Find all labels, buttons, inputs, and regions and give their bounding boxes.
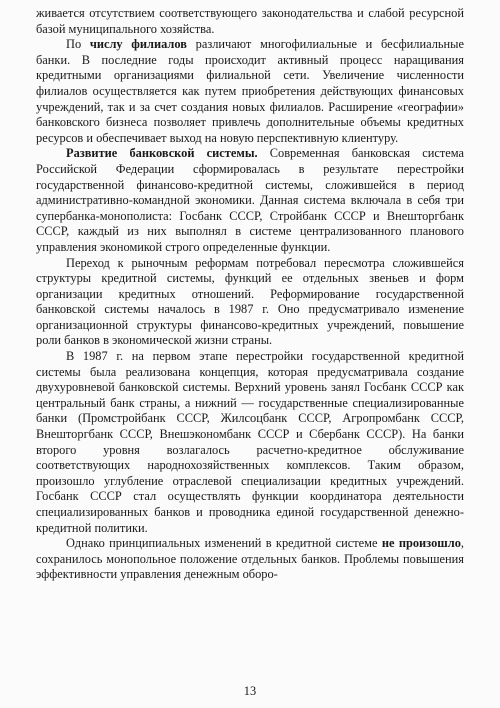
paragraph-2-text-1: По	[66, 37, 90, 52]
paragraph-2	[36, 37, 464, 146]
paragraph-6-text-1: Однако принципиальных изменений в кредитной системе	[66, 536, 382, 551]
paragraph-5	[36, 349, 464, 536]
paragraph-4-text: Переход к рыночным реформам потребовал пересмотра сложившейся структуры кредитной системы, функций ее отдельных звеньев и форм организации кредитных отношений. Реформирование государственной банковской системы началось в 1987 г. Оно предусматривало изменение организационной структуры финансово-кредитных учреждений, повышение роли банков в экономической жизни страны.	[36, 255, 464, 348]
paragraph-4	[36, 256, 464, 350]
paragraph-5-text: В 1987 г. на первом этапе перестройки государственной кредитной системы была реализована концепция, которая предусматривала создание двухуровневой банковской системы. Верхний уровень занял Госбанк СССР как центральный банк страны, а нижний — государственные специализированные банки (Промстройбанк СССР, Жилсоцбанк СССР, Агропромбанк СССР, Внешторгбанк СССР, Внешэкономбанк СССР и Сбербанк СССР). На банки второго уровня возлагалось расчетно-кредитное обслуживание соответствующих народнохозяйственных комплексов. Таким образом, произошло углубление отраслевой специализации кредитных учреждений. Госбанк СССР стал осуществлять функции координатора деятельности специализированных банков и проводника единой государственной денежно-кредитной политики.	[36, 349, 464, 535]
paragraph-1	[36, 6, 464, 37]
term-number-of-branches: числу филиалов	[89, 37, 187, 52]
paragraph-3	[36, 146, 464, 255]
paragraph-3-text: Современная банковская система Российской Федерации сформировалась в результате перестройки государственной финансово-кредитной системы, сложившейся в период административно-командной экономики. Данная система включала в себя три супербанка-монополиста: Госбанк СССР, Стройбанк СССР и Внешторгбанк СССР, каждый из них выполнял в системе централизованного планового управления экономикой строго определенные функции.	[36, 146, 464, 254]
term-did-not-happen: не произошло	[381, 536, 461, 551]
paragraph-1-text: живается отсутствием соответствующего законодательства и слабой ресурсной базой муниципального хозяйства.	[36, 6, 464, 36]
paragraph-6	[36, 536, 464, 583]
page-body-text	[36, 6, 464, 583]
paragraph-6-text-2: , сохранилось монопольное положение отдельных банков. Проблемы повышения эффективности управления денежным оборо-	[36, 536, 465, 582]
heading-banking-system-development: Развитие банковской системы.	[66, 146, 258, 161]
page-number: 13	[243, 684, 257, 698]
paragraph-2-text-2: различают многофилиальные и бесфилиальные банки. В последние годы происходит активный процесс наращивания кредитными организациями филиальной сети. Увеличение численности филиалов осуществляется как путем приобретения действующих финансовых учреждений, так и за счет создания новых филиалов. Расширение «географии» банковского бизнеса позволяет привлечь дополнительные объемы кредитных ресурсов и обеспечивает выход на новую перспективную клиентуру.	[36, 37, 464, 145]
